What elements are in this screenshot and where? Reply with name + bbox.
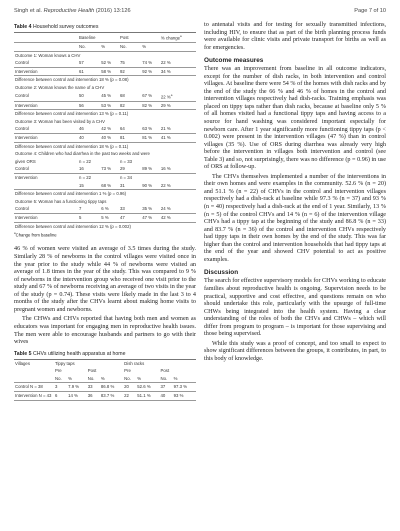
table4-cell: 24 % (160, 205, 196, 213)
table4-cell: 29 (119, 165, 141, 173)
table4-cell: 22 % (160, 59, 196, 67)
table4-section-label: Outcome 3: Woman has been visited by a CHV (15, 118, 105, 124)
table4-section-row (14, 110, 196, 118)
table4-col-no: No. (78, 43, 100, 52)
table4-row (14, 59, 196, 67)
table4-cell: 64 (119, 125, 141, 133)
paragraph: The CHVs themselves implemented a number of the interventions in their own homes and were examples in the community. 52.6 % (n = 20) and 51.1 % (n = 22) of CHVs in the control and intervention villages respectively had a dish-rack at baseline while 97.3 % (n = 37) and 93 % (n = 40) respectively had a dish-rack at the end of 1 year. Similarly, 13 % (n = 5) of the control CHVs and 14 % (n = 6) of the intervention village CHVs had a tippy tap at the beginning of the study and 86.8 % (n = 33) and 83.7 % (n = 36) of the control and intervention CHVs respectively had tippy taps in their own homes by the end of the study. This was far higher than the control and intervention households that had tippy taps at the end of the year and showed CHV potential to act as positive examples. (204, 173, 386, 263)
table5-body (14, 383, 196, 400)
table4-cell: 31 (119, 182, 141, 190)
table4-section-label: Difference between control and intervention 1 % (p = 0.96) (15, 191, 127, 197)
table5-cell: 52.6 % (136, 383, 159, 392)
table4-col-no: No. (119, 43, 141, 52)
paragraph: 46 % of women were visited an average of 3.5 times during the study. Similarly 28 % of newborns in the control villages were visited once in the year prior to the study while 44 % of newborns were visited an average of 1.8 times in the year of the study. This was compared to 9 % of newborns in the intervention group who received one visit prior to the study and 67 % of newborns receiving an average of two visits in the year of the study (p = 0.74). These visits were likely made in the last 3 to 4 months of the study after the CHVs learnt about making home visits to pregnant women and newborns. (14, 246, 196, 313)
table5-cell: 7.9 % (67, 383, 87, 392)
table4-cell: 56 (78, 101, 100, 110)
table4-row-label: Intervention (14, 67, 78, 76)
table4-row (14, 67, 196, 76)
table5-cell: 6 (54, 391, 67, 400)
table5-col-tippy: Tippy taps (54, 359, 123, 367)
table5-col-pct: % (67, 375, 87, 383)
table4-cell: 81 (119, 133, 141, 142)
table5-cell: 97.3 % (173, 383, 196, 392)
section-heading-outcome-measures: Outcome measures (204, 57, 264, 65)
table5-col-pct: % (173, 375, 196, 383)
table4-section-row (14, 51, 196, 59)
table4-cell: 5 (78, 213, 100, 222)
table4-title: Household survey outcomes (32, 24, 99, 30)
paragraph: The search for effective supervisory models for CHVs working to educate families about reproductive health is ongoing. Supervision needs to be practical, supportive and cost effective, and questions remain on who should undertake this role, particularly with the upsurge of full-time CHWs being integrated into the health system. Having a clear understanding of the roles of both the CHVs and CHWs – which will differ from program to program – is important for those supervising and those being supervised. (204, 278, 387, 338)
table5-cell: 86.8 % (100, 383, 123, 392)
table5-col-no: No. (160, 375, 173, 383)
table5-col-pct: % (136, 375, 159, 383)
paragraph: The CHWs and CHVs reported that having both men and women as educators was important for engaging men in reproductive health issues. The men were able to encourage husbands and partners to go with their wives (14, 316, 196, 346)
table5-col-pre: Pre (124, 368, 131, 374)
table4-cell: 46 (78, 125, 100, 133)
table5-cell: 37 (160, 383, 173, 392)
table5-col-post: Post (87, 368, 97, 374)
table4-section-label: Outcome 2: Woman knows the name of a CHV (15, 84, 105, 90)
table4-row (14, 101, 196, 110)
table4-section-label: Difference between control and intervention 18 % (p = 0.08) (15, 77, 129, 83)
table4-row (14, 173, 196, 181)
table4-cell: 68 % (100, 182, 119, 190)
table5-title: CHVs utilizing health apparatus at home (32, 350, 126, 357)
table4-cell: 75 (119, 59, 141, 67)
table4-row (14, 205, 196, 213)
table5-subheader-row (14, 375, 196, 383)
table4-row-label: Intervention (14, 101, 78, 110)
table4-section-row (14, 118, 196, 126)
header-journal: Reproductive Health (43, 8, 95, 14)
table4-section-label: Difference between control and intervention 13 % (p = 0.11) (15, 111, 129, 117)
table4-cell: 7 (78, 205, 100, 213)
table4-cell: 40 (78, 133, 100, 142)
table4-cell: n = 33 (119, 158, 133, 164)
table4-row-label: Intervention (15, 174, 38, 180)
table4-section-row (14, 84, 196, 92)
table4-section-label: Difference between control and intervention 12 % (p = 0.002) (15, 223, 131, 229)
table4-cell: 50 (78, 92, 100, 102)
table4-cell: 40 % (100, 133, 119, 142)
table4-cell (100, 173, 119, 181)
header-authors: Singh et al. (14, 8, 42, 14)
table4-row (14, 158, 196, 166)
paragraph: There was an improvement from baseline in all outcome indicators, except for the number of dish racks, in both intervention and control villages. At baseline there were 54 % of the homes with dish racks and by the end of the study the 66 % and 46 % of homes in the control and intervention villages respectively had dish-racks. Training emphasis was placed on tippy taps rather than dish racks, because at baseline only 5 % of all homes visited had a functional tippy taps and having access to a source for hand washing was considered important especially for newborn care. After 1 year significantly more functioning tippy taps (p < 0.002) were present in the intervention villages (47 %) than in control villages (35 %). Use of ORS during diarrhea was already very high before the intervention in villages both intervention and control (see Table 3) and so, not surprisingly, there was no difference (p = 0.96) in use of ORS at follow-up. (204, 66, 386, 171)
table4-cell: 74 % (141, 59, 160, 67)
table4-row-label: Intervention (14, 133, 78, 142)
table4-row-label: Control (14, 205, 78, 213)
right-column (204, 22, 386, 365)
table4-row (14, 213, 196, 222)
table5-cell: 93 % (173, 391, 196, 400)
table4-label: Table 4 (14, 24, 32, 30)
table4-row-label: Intervention (14, 213, 78, 222)
table4-row (14, 125, 196, 133)
table5-col-pct: % (100, 375, 123, 383)
table4-subheader-row (14, 43, 196, 52)
table5-cell: 40 (160, 391, 173, 400)
paragraph: While this study was a proof of concept, and too small to expect to show significant differences between the groups, it contributes, in part, to this body of knowledge. (204, 340, 386, 362)
table5-label: Table 5 (14, 350, 32, 357)
table4-cell: 42 % (100, 125, 119, 133)
table4-row (14, 133, 196, 142)
table4-cell: 82 % (141, 101, 160, 110)
running-header (14, 8, 386, 18)
table4-col-baseline: Baseline (78, 33, 119, 43)
table4-cell: n = 22 (79, 158, 92, 164)
table5-row (14, 391, 196, 400)
table5-cell: 83.7 % (100, 391, 123, 400)
table4-cell: 67 % (141, 92, 160, 102)
table4-cell (160, 173, 196, 181)
table5-row (14, 383, 196, 392)
left-body-text (14, 246, 196, 346)
table4-cell: 29 % (160, 101, 196, 110)
table4-section-row (14, 150, 196, 158)
table4-cell (141, 173, 160, 181)
table4-cell: 52 % (100, 59, 119, 67)
table4-cell: n = 34 (119, 174, 133, 180)
table4-row-label: Control (14, 59, 78, 67)
table4-section-row (14, 198, 196, 206)
table4-cell: 41 % (160, 133, 196, 142)
table4-row-label: Control (14, 92, 78, 102)
table4-cell: 92 (119, 67, 141, 76)
table4-cell: 58 % (100, 67, 119, 76)
table4-cell: 90 % (141, 182, 160, 190)
table4-col-change: % change$^a$ (160, 33, 196, 43)
table5-col-no: No. (123, 375, 136, 383)
table5-cell: 22 (123, 391, 136, 400)
table4-row (14, 165, 196, 173)
table5-cell: 14 % (67, 391, 87, 400)
table5-cell: 51.1 % (136, 391, 159, 400)
left-column (14, 24, 196, 401)
table4-cell: 61 (78, 67, 100, 76)
table4-cell: 34 % (160, 67, 196, 76)
table5-col-pre: Pre (55, 368, 62, 374)
table4-row-label: given ORS (15, 158, 36, 164)
table4 (14, 32, 196, 230)
table4-cell: 35 % (141, 205, 160, 213)
table4-cell: 15 (78, 182, 100, 190)
table4-cell: 53 % (100, 101, 119, 110)
table4-cell: 57 (78, 59, 100, 67)
table5-prepost-row (14, 367, 196, 375)
table4-cell: 89 % (141, 165, 160, 173)
table4-section-row (14, 142, 196, 150)
table4-cell: 5 % (100, 213, 119, 222)
table4-row-label: Control (14, 165, 78, 173)
table4-cell: 16 (78, 165, 100, 173)
header-volume: (2016) 13:126 (95, 8, 131, 14)
table4-cell: 22 %$^a$ (160, 92, 196, 102)
table4-caption (14, 24, 196, 30)
table4-section-row (14, 190, 196, 198)
table4-section-label: Outcome 4: Children who had diarrhea in the past two weeks and were (15, 151, 150, 157)
table4-section-label: Outcome 5: Woman has a functioning tippy taps (15, 198, 107, 204)
table4-row (14, 92, 196, 102)
table4-body (14, 51, 196, 230)
table4-section-row (14, 76, 196, 84)
table4-cell (100, 158, 119, 166)
table5-caption (14, 351, 196, 357)
table4-section-row (14, 222, 196, 230)
table4-header-row (14, 33, 196, 43)
table4-footnote: $^a$Change from baseline (14, 231, 57, 238)
table4-cell: 22 % (160, 182, 196, 190)
table4-col-pct: % (141, 43, 160, 52)
table4-cell: 73 % (100, 165, 119, 173)
table5-col-post: Post (160, 368, 170, 374)
table4-cell: 47 (119, 213, 141, 222)
table4-cell: 42 % (160, 213, 196, 222)
table4-col-post: Post (119, 33, 160, 43)
table4-cell: 33 (119, 205, 141, 213)
table5-cell: 20 (123, 383, 136, 392)
table5-cell: 36 (87, 391, 100, 400)
table4-cell: 92 % (141, 67, 160, 76)
page-number: Page 7 of 10 (354, 8, 386, 14)
section-heading-discussion: Discussion (204, 269, 239, 277)
table4-cell: n = 22 (79, 174, 92, 180)
table4-cell (141, 158, 160, 166)
table4-cell (160, 158, 196, 166)
paragraph: to antenatal visits and for testing for sexually transmitted infections, including HIV, to ensure that as part of the birth planning process funds were available for clinic visits and private transport for births as well as for emergencies. (204, 22, 386, 51)
table5-cell: 33 (87, 383, 100, 392)
table5-cell: 3 (54, 383, 67, 392)
table4-cell: 68 (119, 92, 141, 102)
table4-section-label: Outcome 1: Woman knows a CHV (15, 52, 81, 58)
table4-row (14, 182, 196, 190)
table5-row-label: Control N = 38 (14, 383, 54, 392)
table4-row-label: Control (14, 125, 78, 133)
table5-header-row (14, 359, 196, 367)
table4-cell: 81 % (141, 133, 160, 142)
table4-cell: 16 % (160, 165, 196, 173)
table5-col-dish: Dish racks (123, 359, 196, 367)
table4-col-pct: % (100, 43, 119, 52)
table4-cell: 21 % (160, 125, 196, 133)
table4-cell: 6 % (100, 205, 119, 213)
table4-cell: 47 % (141, 213, 160, 222)
table4-cell: 45 % (100, 92, 119, 102)
table4-section-label: Difference between control and intervention 18 % (p = 0.11) (15, 143, 129, 149)
table5-row-label: Intervention N = 43 (14, 391, 54, 400)
table5-col-no: No. (54, 375, 67, 383)
table4-cell: 82 (119, 101, 141, 110)
table4-row-label (14, 182, 78, 190)
table5 (14, 359, 196, 401)
table4-cell: 63 % (141, 125, 160, 133)
table5-col-villages: Villages (14, 359, 54, 367)
table5-col-no: No. (87, 375, 100, 383)
